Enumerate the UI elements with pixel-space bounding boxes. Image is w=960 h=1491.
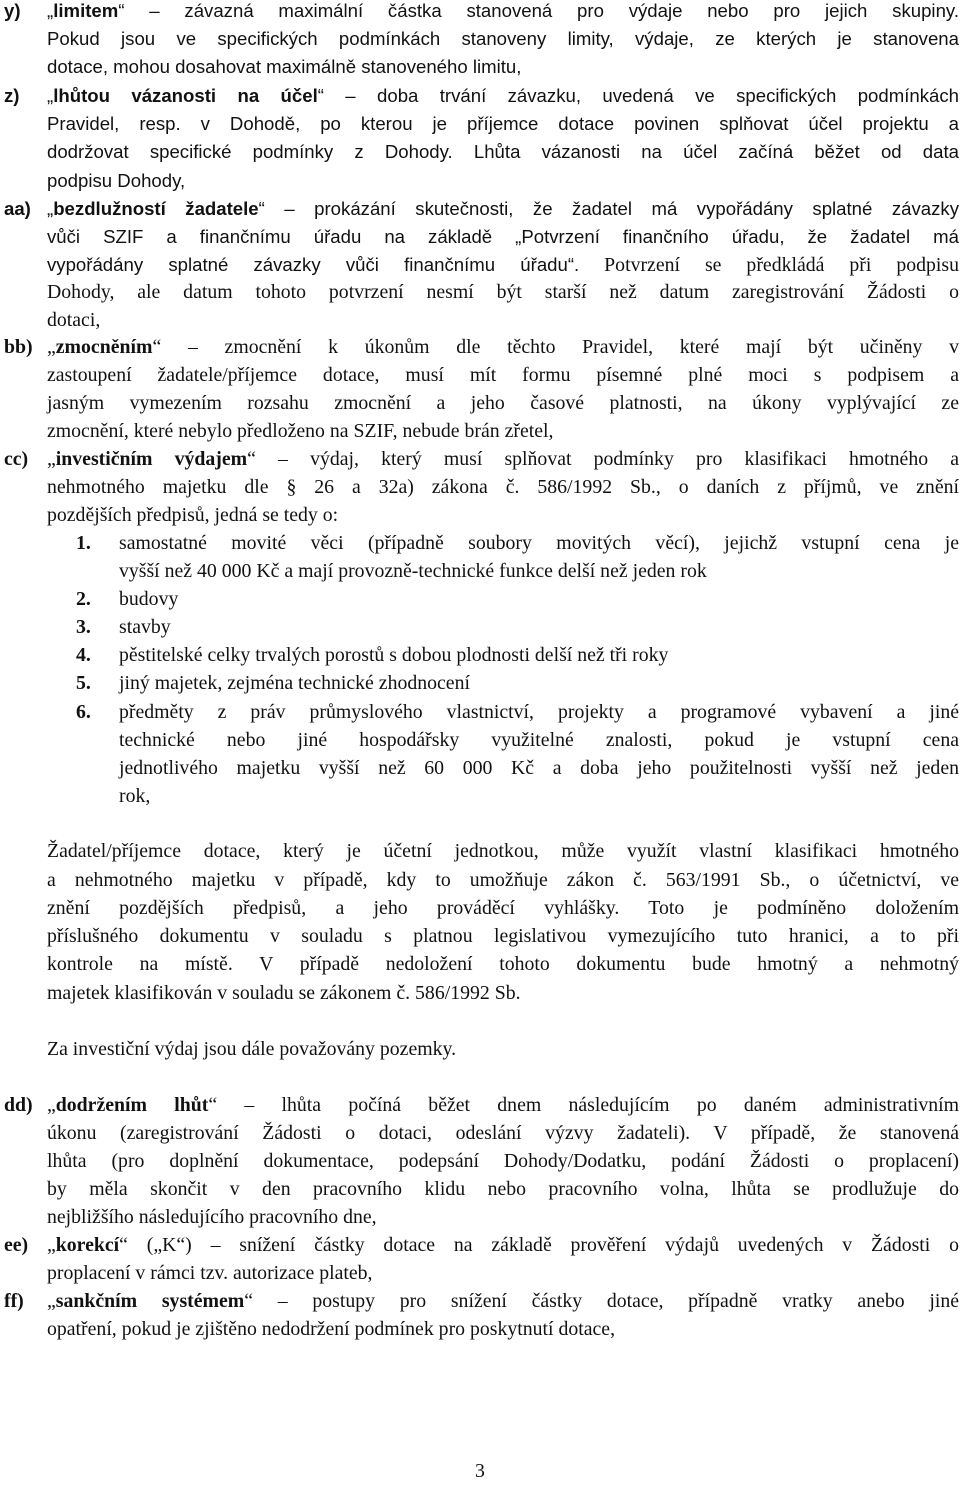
item-ff-line-2: opatření, pokud je zjištěno nedodržení podmínek pro poskytnutí dotace, (47, 1318, 616, 1340)
list-item-2: budovy (119, 588, 179, 610)
item-dd-line-5: nejbližšího následujícího pracovního dne, (47, 1206, 377, 1228)
list-item-4: pěstitelské celky trvalých porostů s dobou plodnosti delší než tři roky (119, 644, 669, 666)
term-investicni-vydaj: investičním výdajem (55, 448, 248, 470)
term-dodrzeni-lhut: dodržením lhůt (55, 1094, 209, 1116)
page-number: 3 (475, 1460, 485, 1482)
item-dd-line-4: by měla skončit v den pracovního klidu nebo pracovního volna, lhůta se prodlužuje do (47, 1178, 959, 1200)
item-y-line-2: Pokud jsou ve specifických podmínkách stanoveny limity, výdaje, ze kterých je stanovena (47, 28, 959, 49)
list-number-6: 6. (76, 701, 91, 723)
list-number-5: 5. (76, 672, 91, 694)
item-cc-line-2: nehmotného majetku dle § 26 a 32a) zákona č. 586/1992 Sb., o daních z příjmů, ve znění (47, 476, 959, 498)
item-aa-line-2: vůči SZIF a finančnímu úřadu na základě „Potvrzení finančního úřadu, že žadatel má (47, 226, 959, 247)
item-label-ee: ee) (4, 1234, 29, 1256)
paragraph-classification-line-1: Žadatel/příjemce dotace, který je účetní jednotkou, může využít vlastní klasifikaci hmotného (47, 840, 959, 862)
list-item-6-line-1: předměty z práv průmyslového vlastnictví, projekty a programové vybavení a jiné (119, 701, 959, 723)
item-z-line-1: „lhůtou vázanosti na účel“ – doba trvání závazku, uvedená ve specifických podmínkách (47, 85, 959, 106)
list-item-3: stavby (119, 616, 171, 638)
item-z-line-2: Pravidel, resp. v Dohodě, po kterou je příjemce dotace povinen splňovat účel projektu a (47, 113, 959, 134)
list-item-6-line-4: rok, (119, 785, 151, 807)
item-aa-line-3: vypořádány splatné závazky vůči finančnímu úřadu“. Potvrzení se předkládá při podpisu (47, 254, 960, 276)
list-item-6-line-2: technické nebo jiné hospodářsky využitelné znalosti, pokud je vstupní cena (119, 729, 959, 751)
paragraph-classification-line-2: a nehmotného majetku v případě, kdy to umožňuje zákon č. 563/1991 Sb., o účetnictví, ve (47, 869, 959, 891)
list-item-5: jiný majetek, zejména technické zhodnocení (119, 672, 470, 694)
item-label-z: z) (4, 85, 20, 106)
list-number-4: 4. (76, 644, 91, 666)
term-lhuta-vazanosti: lhůtou vázanosti na účel (53, 85, 318, 106)
item-cc-line-3: pozdějších předpisů, jedná se tedy o: (47, 504, 339, 526)
item-y-line-1: „limitem“ – závazná maximální částka stanovená pro výdaje nebo pro jejich skupiny. (47, 0, 959, 21)
term-korekce: korekcí (55, 1234, 120, 1256)
item-label-y: y) (4, 0, 21, 21)
term-bezdluznost: bezdlužností žadatele (53, 198, 259, 219)
list-number-1: 1. (76, 532, 91, 554)
item-cc-line-1: „investičním výdajem“ – výdaj, který musí splňovat podmínky pro klasifikaci hmotného a (47, 448, 960, 470)
term-sankcni-system: sankčním systémem (55, 1290, 245, 1312)
item-label-dd: dd) (4, 1094, 33, 1116)
item-ee-line-1: „korekcí“ („K“) – snížení částky dotace na základě prověření výdajů uvedených v Žádosti o (47, 1234, 959, 1256)
item-ee-line-2: proplacení v rámci tzv. autorizace plateb, (47, 1262, 373, 1284)
item-label-bb: bb) (4, 336, 33, 358)
paragraph-classification-line-4: příslušného dokumentu v souladu s platnou legislativou vymezujícího tuto hranici, a to při (47, 925, 959, 947)
list-number-2: 2. (76, 588, 91, 610)
term-limit: limitem (53, 0, 119, 21)
item-dd-line-1: „dodržením lhůt“ – lhůta počíná běžet dnem následujícím po daném administrativním (47, 1094, 959, 1116)
paragraph-classification-line-6: majetek klasifikován v souladu se zákonem č. 586/1992 Sb. (47, 982, 521, 1004)
item-z-line-3: dodržovat specifické podmínky z Dohody. Lhůta vázanosti na účel začíná běžet od data (47, 141, 959, 162)
item-aa-line-4: Dohody, ale datum tohoto potvrzení nesmí být starší než datum zaregistrování Žádosti o (47, 281, 959, 303)
list-item-1-line-2: vyšší než 40 000 Kč a mají provozně-technické funkce delší než jeden rok (119, 560, 707, 582)
paragraph-classification-line-5: kontrole na místě. V případě nedoložení tohoto dokumentu bude hmotný a nehmotný (47, 953, 959, 975)
item-bb-line-4: zmocnění, které nebylo předloženo na SZIF, nebude brán zřetel, (47, 420, 554, 442)
item-bb-line-1: „zmocněním“ – zmocnění k úkonům dle těchto Pravidel, které mají být učiněny v (47, 336, 959, 358)
item-label-ff: ff) (4, 1290, 24, 1312)
paragraph-land: Za investiční výdaj jsou dále považovány pozemky. (47, 1038, 457, 1060)
item-ff-line-1: „sankčním systémem“ – postupy pro snížení částky dotace, případně vratky anebo jiné (47, 1290, 959, 1312)
list-item-1-line-1: samostatné movité věci (případně soubory movitých věcí), jejichž vstupní cena je (119, 532, 959, 554)
item-bb-line-2: zastoupení žadatele/příjemce dotace, musí mít formu písemné plné moci s podpisem a (47, 364, 959, 386)
term-zmocneni: zmocněním (55, 336, 153, 358)
list-number-3: 3. (76, 616, 91, 638)
item-dd-line-2: úkonu (zaregistrování Žádosti o dotaci, odeslání výzvy žadateli). V případě, že stanovená (47, 1122, 959, 1144)
item-y-line-3: dotace, mohou dosahovat maximálně stanoveného limitu, (47, 56, 522, 77)
item-aa-line-1: „bezdlužností žadatele“ – prokázání skutečnosti, že žadatel má vypořádány splatné závazky (47, 198, 959, 219)
item-aa-line-5: dotaci, (47, 309, 101, 331)
item-label-cc: cc) (4, 448, 29, 470)
item-label-aa: aa) (4, 198, 31, 219)
item-z-line-4: podpisu Dohody, (47, 170, 186, 191)
item-dd-line-3: lhůta (pro doplnění dokumentace, podepsání Dohody/Dodatku, podání Žádosti o proplacení) (47, 1150, 959, 1172)
paragraph-classification-line-3: znění pozdějších předpisů, a jeho prováděcí vyhlášky. Toto je podmíněno doložením (47, 897, 959, 919)
list-item-6-line-3: jednotlivého majetku vyšší než 60 000 Kč a doba jeho použitelnosti vyšší než jeden (119, 757, 959, 779)
item-bb-line-3: jasným vymezením rozsahu zmocnění a jeho časové platnosti, na úkony vyplývající ze (47, 392, 959, 414)
